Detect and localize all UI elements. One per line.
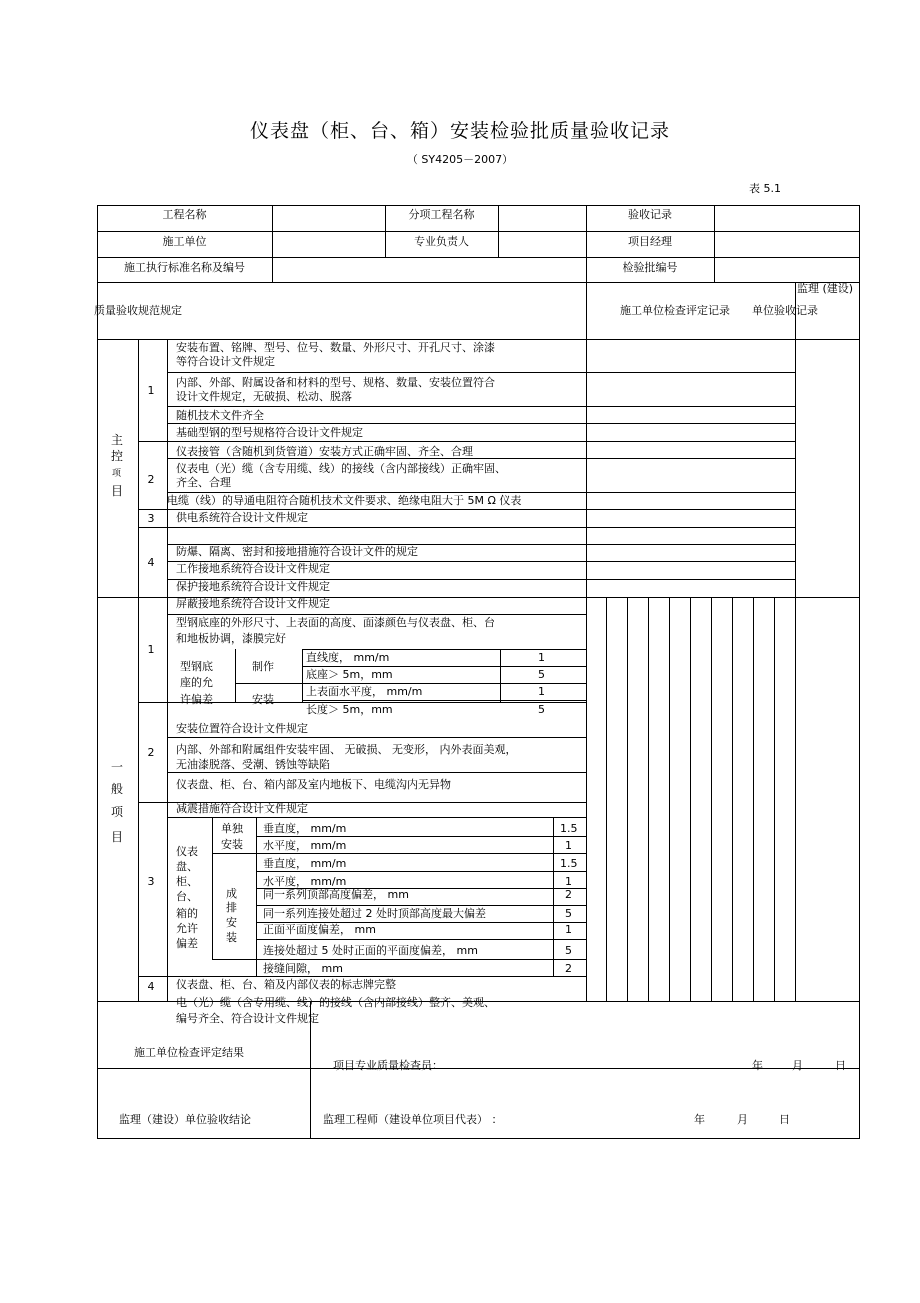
main-item-number-2: 2	[147, 473, 155, 486]
deviation-value: 1.5	[560, 857, 578, 870]
general-item-text: 仪表盘、柜、台、箱及内部仪表的标志牌完整	[176, 978, 396, 991]
row-install-label: 装	[226, 931, 237, 944]
main-item-text: 齐全、合理	[176, 476, 231, 489]
supervision-column-header-bottom: 单位验收记录	[752, 304, 818, 317]
single-install-label: 安装	[221, 838, 243, 851]
deviation-value: 1.5	[560, 822, 578, 835]
tolerance-item: 长度＞ 5m，mm	[306, 703, 393, 716]
main-item-text: 工作接地系统符合设计文件规定	[176, 562, 330, 575]
professional-lead-label: 专业负责人	[414, 235, 469, 248]
deviation-value: 2	[565, 962, 572, 975]
row-install-label: 排	[226, 901, 237, 914]
cabinet-deviation-label: 柜、	[176, 875, 198, 888]
main-item-text: 内部、外部、附属设备和材料的型号、规格、数量、安装位置符合	[176, 376, 495, 389]
main-item-number-4: 4	[147, 556, 155, 569]
spec-column-header: 质量验收规范规定	[94, 304, 182, 317]
install-label: 安装	[252, 693, 274, 706]
unit-result-label: 施工单位检查评定结果	[134, 1046, 244, 1059]
table-number: 表 5.1	[749, 182, 781, 195]
deviation-item: 接缝间隙， mm	[263, 962, 343, 975]
supervising-engineer-label: 监理工程师（建设单位项目代表） ：	[323, 1113, 503, 1126]
deviation-item: 垂直度， mm/m	[263, 822, 347, 835]
general-label-2: 般	[111, 782, 124, 796]
main-item-text: 安装布置、铭牌、型号、位号、数量、外形尺寸、开孔尺寸、涂漆	[176, 341, 495, 354]
tolerance-item: 底座＞ 5m，mm	[306, 668, 393, 681]
main-control-label-4: 目	[111, 484, 124, 498]
main-item-text: 仪表电（光）缆（含专用缆、线）的接线（含内部接线）正确牢固、	[176, 462, 506, 475]
project-manager-label: 项目经理	[628, 235, 672, 248]
main-control-label-2: 控	[111, 449, 124, 463]
quality-inspector-label: 项目专业质量检查员：	[333, 1059, 443, 1072]
main-item-text: 电缆（线）的导通电阻符合随机技术文件要求、绝缘电阻大于 5M Ω 仪表	[167, 494, 522, 507]
general-item-text: 电（光）缆（含专用缆、线）的接线（含内部接线）整齐、美观、	[176, 996, 495, 1009]
main-control-label-3: 项	[112, 469, 122, 479]
month-label: 月	[792, 1059, 803, 1072]
deviation-value: 5	[565, 907, 572, 920]
base-deviation-label: 座的允	[180, 676, 213, 689]
make-label: 制作	[252, 660, 274, 673]
standard-code: （ SY4205－2007）	[406, 153, 514, 166]
deviation-value: 1	[565, 923, 572, 936]
main-item-text: 基础型钢的型号规格符合设计文件规定	[176, 426, 363, 439]
standard-name-label: 施工执行标准名称及编号	[124, 261, 245, 274]
cabinet-deviation-label: 偏差	[176, 937, 198, 950]
cabinet-deviation-label: 盘、	[176, 860, 198, 873]
construction-unit-label: 施工单位	[162, 235, 207, 248]
general-item-text: 内部、外部和附属组件安装牢固、 无破损、 无变形， 内外表面美观，	[176, 743, 517, 756]
cabinet-deviation-label: 允许	[176, 922, 198, 935]
year-label: 年	[752, 1059, 763, 1072]
cabinet-deviation-label: 台、	[176, 890, 198, 903]
main-item-text: 防爆、隔离、密封和接地措施符合设计文件的规定	[176, 545, 418, 558]
month-label: 月	[737, 1113, 748, 1126]
main-item-number-3: 3	[147, 512, 155, 525]
general-item-number-2: 2	[147, 746, 155, 759]
general-item-text: 和地板协调，漆膜完好	[176, 632, 286, 645]
unit-check-column-header: 施工单位检查评定记录	[620, 304, 730, 317]
acceptance-record-label: 验收记录	[628, 208, 672, 221]
tolerance-value: 5	[538, 703, 545, 716]
single-install-label: 单独	[221, 822, 243, 835]
general-label-4: 目	[111, 830, 124, 844]
main-item-text: 供电系统符合设计文件规定	[176, 511, 308, 524]
tolerance-item: 直线度， mm/m	[306, 651, 390, 664]
deviation-item: 垂直度， mm/m	[263, 857, 347, 870]
tolerance-item: 上表面水平度， mm/m	[306, 685, 423, 698]
page-title: 仪表盘（柜、台、箱）安装检验批质量验收记录	[249, 120, 670, 142]
general-item-text: 型钢底座的外形尺寸、上表面的高度、面漆颜色与仪表盘、柜、台	[176, 616, 495, 629]
cabinet-deviation-label: 仪表	[176, 845, 198, 858]
deviation-item: 水平度， mm/m	[263, 839, 347, 852]
day-label: 日	[779, 1113, 790, 1126]
general-item-text: 无油漆脱落、受潮、锈蚀等缺陷	[176, 758, 330, 771]
tolerance-value: 5	[538, 668, 545, 681]
supervision-result-label: 监理（建设）单位验收结论	[119, 1113, 251, 1126]
deviation-item: 连接处超过 5 处时正面的平面度偏差， mm	[263, 944, 478, 957]
main-item-text: 仪表接管（含随机到货管道）安装方式正确牢固、齐全、合理	[176, 445, 473, 458]
main-control-label-1: 主	[111, 433, 124, 447]
general-item-text: 仪表盘、柜、台、箱内部及室内地板下、电缆沟内无异物	[176, 778, 451, 791]
day-label: 日	[835, 1059, 846, 1072]
deviation-value: 5	[565, 944, 572, 957]
supervision-column-header-top: 监理 (建设)	[797, 282, 854, 295]
deviation-item: 同一系列顶部高度偏差， mm	[263, 888, 409, 901]
deviation-value: 2	[565, 888, 572, 901]
general-item-text: 编号齐全、符合设计文件规定	[176, 1012, 319, 1025]
deviation-item: 水平度， mm/m	[263, 875, 347, 888]
main-item-text: 保护接地系统符合设计文件规定	[176, 580, 330, 593]
deviation-item: 正面平面度偏差， mm	[263, 923, 376, 936]
tolerance-value: 1	[538, 685, 545, 698]
row-install-label: 安	[226, 916, 237, 929]
main-item-text: 设计文件规定，无破损、松动、脱落	[176, 390, 352, 403]
general-item-number-3: 3	[147, 875, 155, 888]
batch-number-label: 检验批编号	[622, 261, 678, 274]
project-name-label: 工程名称	[162, 208, 207, 221]
deviation-value: 1	[565, 875, 572, 888]
main-item-number-1: 1	[147, 384, 155, 397]
deviation-value: 1	[565, 839, 572, 852]
base-deviation-label: 许偏差	[180, 693, 213, 706]
general-label-3: 项	[111, 805, 124, 819]
general-item-number-4: 4	[147, 980, 155, 993]
general-label-1: 一	[111, 760, 124, 774]
general-item-text: 屏蔽接地系统符合设计文件规定	[176, 597, 330, 610]
general-item-text: 减震措施符合设计文件规定	[176, 802, 308, 815]
base-deviation-label: 型钢底	[180, 660, 213, 673]
deviation-item: 同一系列连接处超过 2 处时顶部高度最大偏差	[263, 907, 486, 920]
general-item-text: 安装位置符合设计文件规定	[176, 722, 308, 735]
year-label: 年	[694, 1113, 705, 1126]
tolerance-value: 1	[538, 651, 545, 664]
cabinet-deviation-label: 箱的	[176, 907, 198, 920]
general-item-number-1: 1	[147, 643, 155, 656]
row-install-label: 成	[226, 887, 237, 900]
main-item-text: 等符合设计文件规定	[176, 355, 275, 368]
sub-project-name-label: 分项工程名称	[408, 208, 475, 221]
main-item-text: 随机技术文件齐全	[176, 409, 264, 422]
